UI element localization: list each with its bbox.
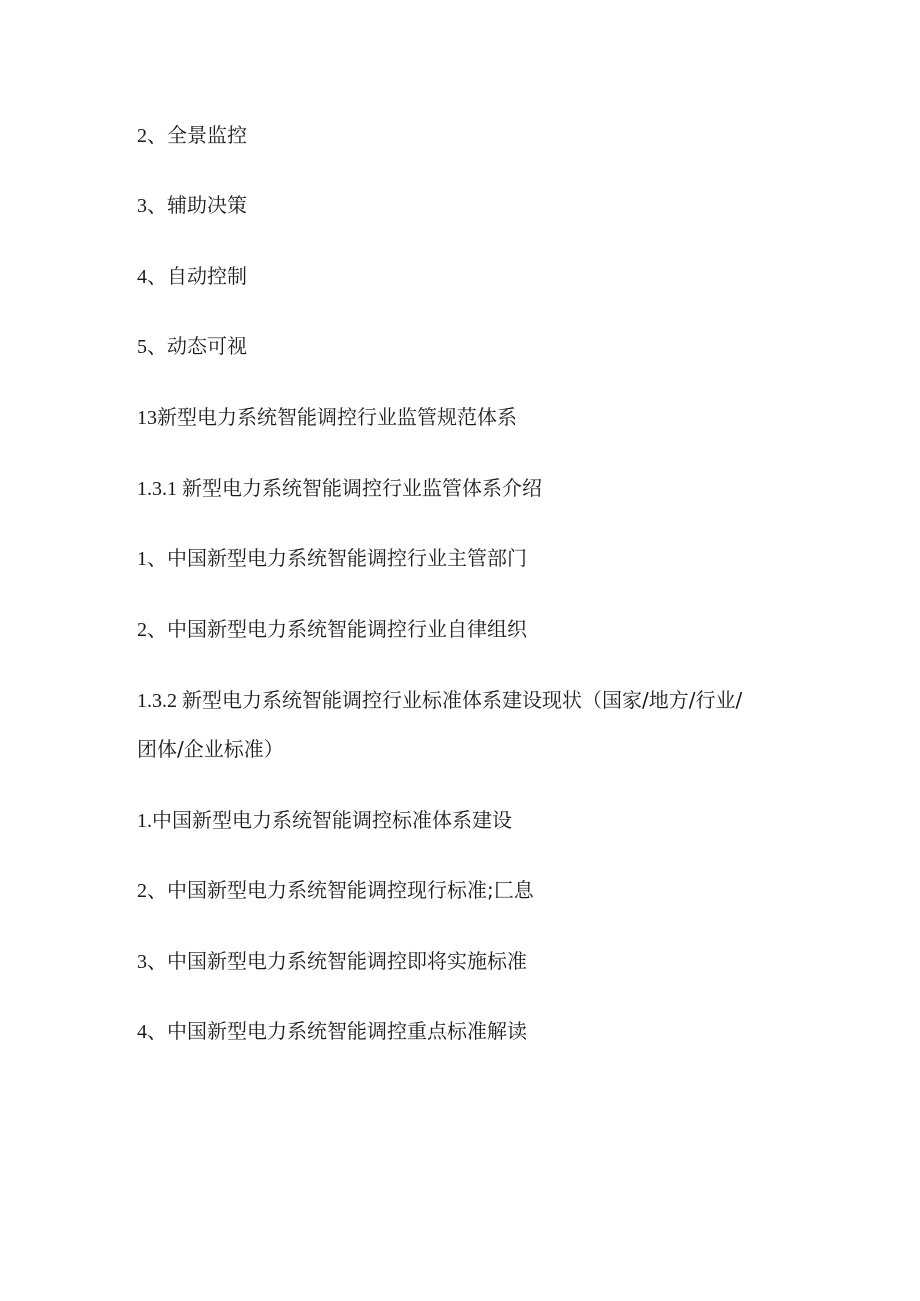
item-text: 中国新型电力系统智能调控行业自律组织 [167,617,527,641]
item-number: 2、 [137,619,167,641]
item-number: 5、 [137,336,167,358]
item-text: 中国新型电力系统智能调控重点标准解读 [167,1019,527,1043]
list-item-authorities [137,544,527,573]
subsection-heading-1-3-1 [137,474,542,503]
item-text: 辅助决策 [167,193,247,217]
item-text: 全景监控 [167,123,247,147]
item-text: 中国新型电力系统智能调控标准体系建设 [152,808,512,832]
item-number: 4、 [137,1021,167,1043]
item-number: 1. [137,810,152,832]
list-item-dynamic-visualization [137,332,247,361]
list-item-automatic-control [137,262,247,291]
item-text: 中国新型电力系统智能调控即将实施标准 [167,949,527,973]
section-title: 新型电力系统智能调控行业监管体系介绍 [182,476,542,500]
list-item-panoramic-monitoring [137,121,247,150]
item-number: 2、 [137,880,167,902]
subsection-heading-1-3-2 [137,686,742,715]
item-number: 4、 [137,266,167,288]
section-number: 1.3.1 [137,478,182,500]
section-title: 新型电力系统智能调控行业监管规范体系 [157,405,517,429]
item-number: 3、 [137,951,167,973]
item-text: 自动控制 [167,264,247,288]
item-text: 动态可视 [167,334,247,358]
list-item-decision-support [137,191,247,220]
item-text: 中国新型电力系统智能调控现行标准;匚息 [167,878,534,902]
list-item-current-standards [137,876,534,905]
subsection-heading-1-3-2-continued [137,735,284,763]
list-item-self-regulatory-orgs [137,615,527,644]
item-number: 1、 [137,548,167,570]
item-number: 2、 [137,125,167,147]
list-item-standard-system [137,806,512,835]
section-number: 1.3.2 [137,690,182,712]
section-title-continuation: 团体/企业标准） [137,737,284,761]
list-item-key-standards [137,1017,527,1046]
section-title: 新型电力系统智能调控行业标准体系建设现状（国家/地方/行业/ [182,688,743,712]
item-text: 中国新型电力系统智能调控行业主管部门 [167,546,527,570]
section-heading-1-3 [137,403,517,432]
list-item-upcoming-standards [137,947,527,976]
item-number: 3、 [137,195,167,217]
section-number: 13 [137,407,157,429]
